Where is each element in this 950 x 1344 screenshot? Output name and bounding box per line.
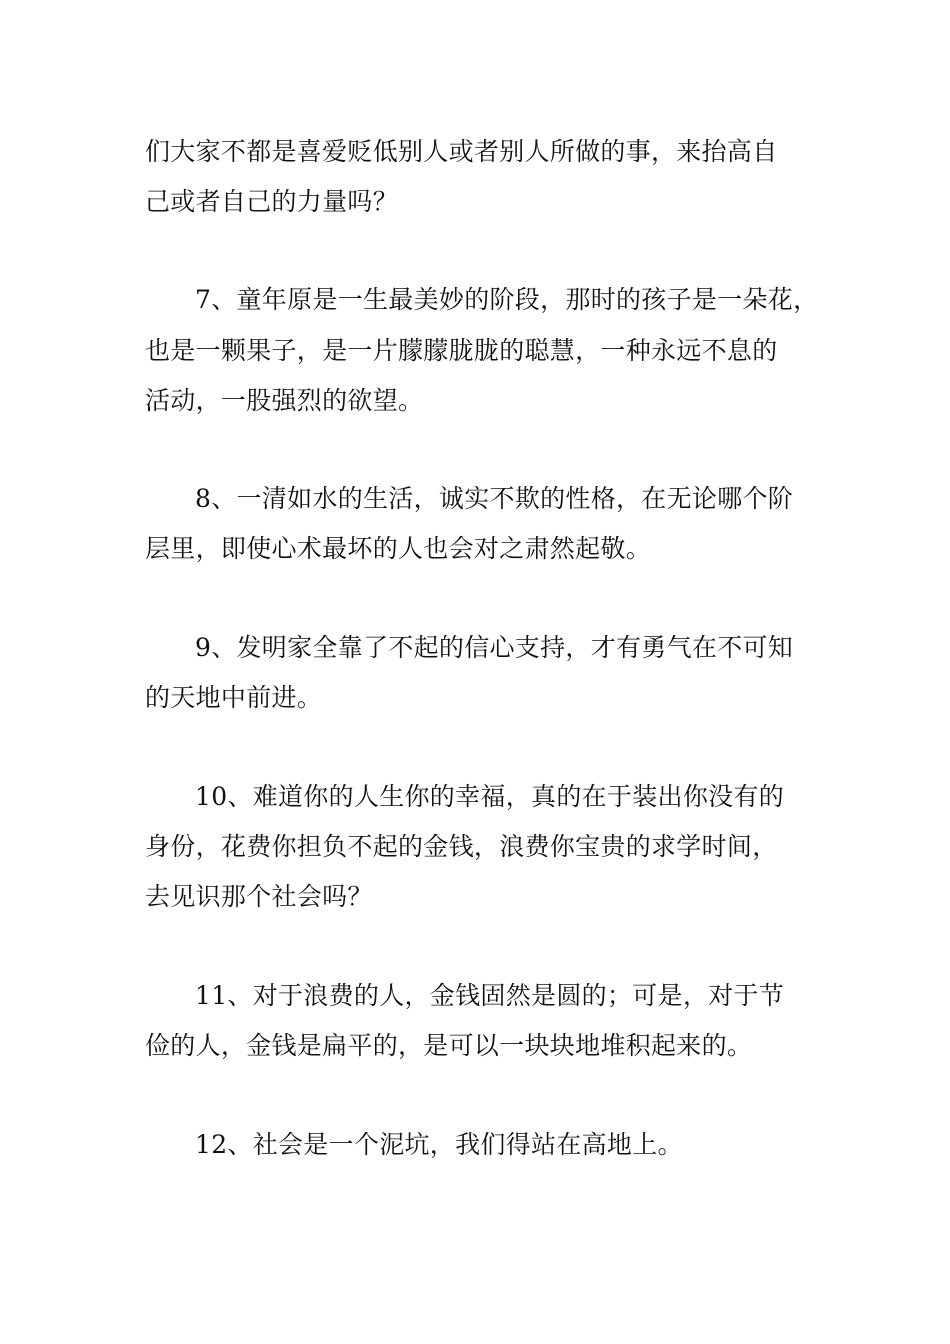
- paragraph-line: 10、难道你的人生你的幸福，真的在于装出你没有的: [195, 782, 785, 811]
- paragraph-line: 11、对于浪费的人，金钱固然是圆的；可是，对于节: [195, 981, 785, 1010]
- paragraph-line: 俭的人，金钱是扁平的，是可以一块块地堆积起来的。: [145, 1031, 753, 1060]
- paragraph-line: 去见识那个社会吗？: [145, 882, 373, 911]
- paragraph-line: 12、社会是一个泥坑，我们得站在高地上。: [195, 1130, 683, 1159]
- paragraph-line: 活动，一股强烈的欲望。: [145, 386, 424, 415]
- paragraph-line: 也是一颗果子，是一片朦朦胧胧的聪慧，一种永远不息的: [145, 336, 778, 365]
- paragraph-line: 8、一清如水的生活，诚实不欺的性格，在无论哪个阶: [195, 484, 794, 513]
- paragraph-line: 7、童年原是一生最美妙的阶段，那时的孩子是一朵花，: [195, 285, 819, 314]
- paragraph-line: 的天地中前进。: [145, 683, 323, 712]
- paragraph-line: 己或者自己的力量吗？: [145, 187, 399, 216]
- paragraph-line: 们大家不都是喜爱贬低别人或者别人所做的事，来抬高自: [145, 137, 778, 166]
- paragraph-line: 层里，即使心术最坏的人也会对之肃然起敬。: [145, 534, 652, 563]
- paragraph-line: 身份，花费你担负不起的金钱，浪费你宝贵的求学时间，: [145, 832, 778, 861]
- paragraph-line: 9、发明家全靠了不起的信心支持，才有勇气在不可知: [195, 633, 794, 662]
